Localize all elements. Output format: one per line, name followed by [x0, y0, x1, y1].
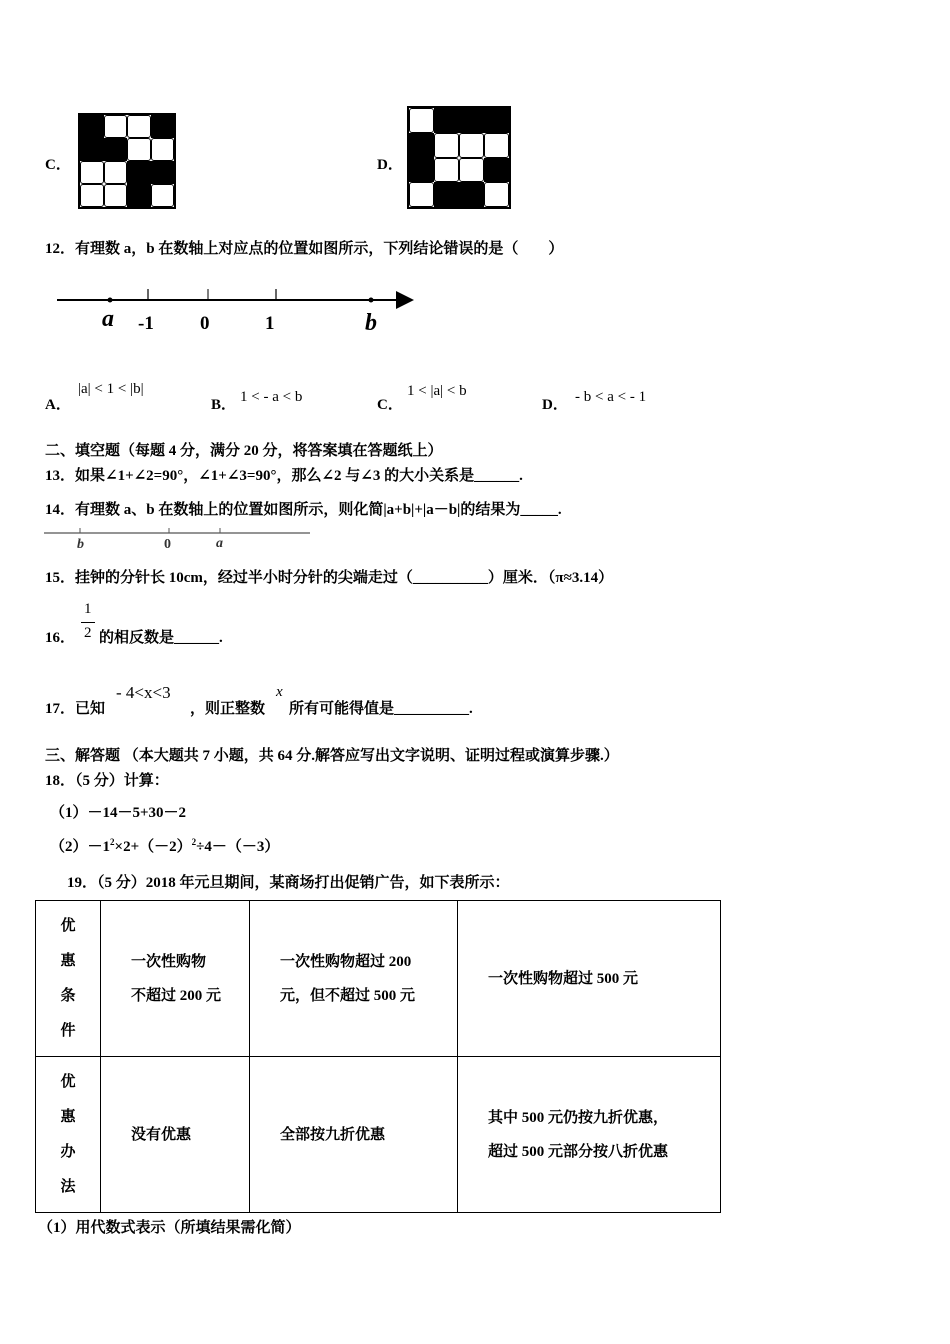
q14-text: 14．有理数 a、b 在数轴上的位置如图所示，则化简|a+b|+|a－b|的结果为_____. [45, 502, 562, 518]
q12-option-c-expr: 1 < |a| < b [407, 383, 467, 399]
grid-cell-black [484, 108, 509, 133]
label-minus-1: -1 [138, 313, 154, 334]
q17-inequality: - 4<x<3 [116, 683, 171, 702]
table-row [36, 1057, 721, 1213]
grid-cell-black [127, 161, 151, 184]
grid-cell-black [104, 138, 128, 161]
label-1: 1 [265, 313, 275, 334]
option-c-grid-figure [78, 113, 176, 209]
grid-cell-black [127, 184, 151, 207]
q16-fraction-denominator: 2 [84, 625, 92, 641]
grid-cell-white [151, 184, 175, 207]
row2-header: 优 惠 办 法 [36, 1057, 101, 1213]
q19-part1: （1）用代数式表示（所填结果需化简） [38, 1220, 301, 1236]
grid-cell-white [127, 138, 151, 161]
grid-cell-black [459, 108, 484, 133]
grid-cell-white [104, 115, 128, 138]
q18-part1: （1）－14－5+30－2 [50, 805, 187, 821]
grid-cell-white [434, 158, 459, 183]
q17-variable-x: x [276, 684, 283, 700]
option-d-grid-figure [407, 106, 511, 209]
grid-cell-black [409, 133, 434, 158]
grid-cell-white [459, 158, 484, 183]
grid-cell-white [484, 182, 509, 207]
table-row [36, 901, 721, 1057]
q12-number-line [50, 280, 430, 340]
q12-option-b-label: B． [211, 397, 237, 413]
section2-heading: 二、填空题（每题 4 分，满分 20 分，将答案填在答题纸上） [45, 443, 443, 459]
q16-text: 的相反数是______. [99, 630, 223, 646]
grid-cell-white [104, 161, 128, 184]
q13-text: 13．如果∠1+∠2=90°，∠1+∠3=90°，那么∠2 与∠3 的大小关系是______. [45, 468, 523, 484]
q14-label-0: 0 [164, 537, 171, 552]
grid-cell-white [127, 115, 151, 138]
q14-label-a: a [216, 536, 223, 551]
grid-cell-white [151, 138, 175, 161]
grid-cell-black [459, 182, 484, 207]
q12-option-a-label: A． [45, 397, 71, 413]
point-b [369, 298, 374, 303]
grid-cell-black [409, 158, 434, 183]
q18-part2: $(2)-1^2\times 2+(-2)^2\div 4-(-3)$ [50, 837, 280, 855]
q12-option-c-label: C． [377, 397, 403, 413]
table-cell: 其中 500 元仍按九折优惠， 超过 500 元部分按八折优惠 [458, 1057, 721, 1213]
option-c-label: C． [45, 157, 71, 173]
q17-tail: 所有可能得值是__________. [289, 701, 473, 717]
grid-cell-white [104, 184, 128, 207]
q12-option-b-expr: 1 < - a < b [240, 389, 303, 405]
q14-label-b: b [77, 537, 84, 552]
q16-number: 16． [45, 630, 76, 646]
q12-option-a-expr: |a| < 1 < |b| [78, 381, 144, 397]
q17-number: 17．已知 [45, 701, 106, 717]
table-cell: 没有优惠 [101, 1057, 250, 1213]
q17-middle: ，则正整数 [190, 701, 266, 717]
table-cell: 全部按九折优惠 [250, 1057, 458, 1213]
grid-cell-white [409, 108, 434, 133]
grid-cell-white [80, 161, 104, 184]
label-b: b [365, 310, 377, 336]
q12-option-d-expr: - b < a < - 1 [575, 389, 647, 405]
option-d-label: D． [377, 157, 403, 173]
q15-text: 15．挂钟的分针长 10cm，经过半小时分针的尖端走过（__________）厘米．（π≈3.14） [45, 570, 614, 586]
grid-cell-black [80, 138, 104, 161]
grid-cell-black [151, 161, 175, 184]
q16-fraction-bar [81, 622, 95, 623]
grid-cell-black [151, 115, 175, 138]
q12-stem: 12．有理数 a，b 在数轴上对应点的位置如图所示，下列结论错误的是（ ） [45, 241, 564, 257]
row1-header: 优 惠 条 件 [36, 901, 101, 1057]
q12-option-d-label: D． [542, 397, 568, 413]
q14-number-line [44, 524, 314, 552]
grid-cell-white [434, 133, 459, 158]
grid-cell-black [484, 158, 509, 183]
q18-text: 18．（5 分）计算： [45, 773, 169, 789]
grid-cell-black [434, 182, 459, 207]
grid-cell-white [409, 182, 434, 207]
number-line-arrow [396, 291, 414, 309]
label-0: 0 [200, 313, 210, 334]
grid-cell-white [459, 133, 484, 158]
section3-heading: 三、解答题 （本大题共 7 小题，共 64 分.解答应写出文字说明、证明过程或演算步骤.） [45, 748, 619, 764]
table-cell: 一次性购物超过 500 元 [458, 901, 721, 1057]
grid-cell-black [80, 115, 104, 138]
promotion-table [35, 900, 721, 1213]
q19-text: 19．（5 分）2018 年元旦期间，某商场打出促销广告，如下表所示： [67, 875, 510, 891]
grid-cell-black [434, 108, 459, 133]
grid-cell-white [484, 133, 509, 158]
label-a: a [102, 306, 114, 332]
table-cell: 一次性购物超过 200 元，但不超过 500 元 [250, 901, 458, 1057]
q16-fraction-numerator: 1 [84, 601, 92, 617]
table-cell: 一次性购物 不超过 200 元 [101, 901, 250, 1057]
grid-cell-white [80, 184, 104, 207]
point-a [108, 298, 113, 303]
